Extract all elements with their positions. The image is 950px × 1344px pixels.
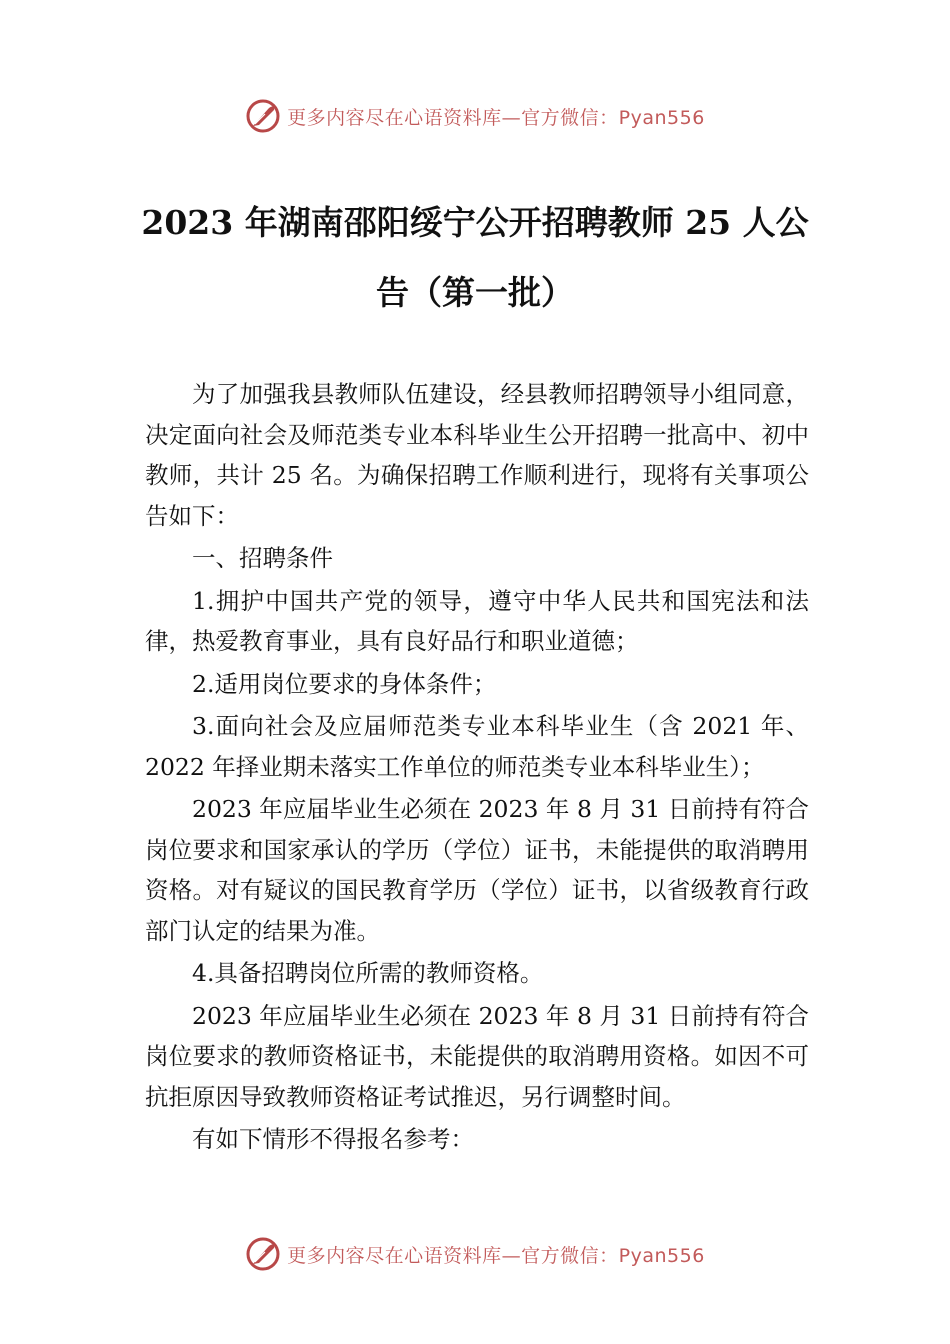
paragraph: 2023 年应届毕业生必须在 2023 年 8 月 31 日前持有符合岗位要求和国家承认的学历（学位）证书，未能提供的取消聘用资格。对有疑议的国民教育学历（学位）证书，以省级教育行政部门认定的结果为准。 — [145, 795, 809, 945]
watermark-text: 更多内容尽在心语资料库—官方微信： — [287, 106, 619, 129]
watermark-text: 更多内容尽在心语资料库—官方微信： — [287, 1244, 619, 1267]
quill-pen-logo-icon — [245, 98, 281, 134]
paragraph: 2.适用岗位要求的身体条件； — [192, 669, 497, 698]
title-line-2: 告（第一批） — [376, 273, 574, 312]
section-heading: 一、招聘条件 — [192, 544, 333, 572]
watermark-handle: Pyan556 — [618, 1244, 705, 1267]
header-watermark — [0, 96, 950, 136]
title-line-1: 2023 年湖南邵阳绥宁公开招聘教师 25 人公 — [141, 203, 809, 242]
paragraph: 2023 年应届毕业生必须在 2023 年 8 月 31 日前持有符合岗位要求的教师资格证书，未能提供的取消聘用资格。如因不可抗拒原因导致教师资格证考试推迟，另行调整时间。 — [145, 1001, 809, 1111]
paragraph: 为了加强我县教师队伍建设，经县教师招聘领导小组同意，决定面向社会及师范类专业本科毕业生公开招聘一批高中、初中教师，共计 25 名。为确保招聘工作顺利进行，现将有关事项公告如下： — [145, 380, 809, 530]
document-title — [140, 188, 810, 328]
paragraph: 4.具备招聘岗位所需的教师资格。 — [192, 959, 544, 987]
paragraph: 1.拥护中国共产党的领导，遵守中华人民共和国宪法和法律，热爱教育事业，具有良好品行和职业道德； — [145, 586, 809, 655]
paragraph: 3.面向社会及应届师范类专业本科毕业生（含 2021 年、2022 年择业期未落实工作单位的师范类专业本科毕业生）； — [145, 712, 809, 781]
quill-pen-logo-icon — [245, 1236, 281, 1272]
document-body — [145, 374, 809, 1160]
paragraph: 有如下情形不得报名参考： — [192, 1125, 474, 1153]
footer-watermark — [0, 1234, 950, 1274]
watermark-handle: Pyan556 — [618, 106, 705, 129]
